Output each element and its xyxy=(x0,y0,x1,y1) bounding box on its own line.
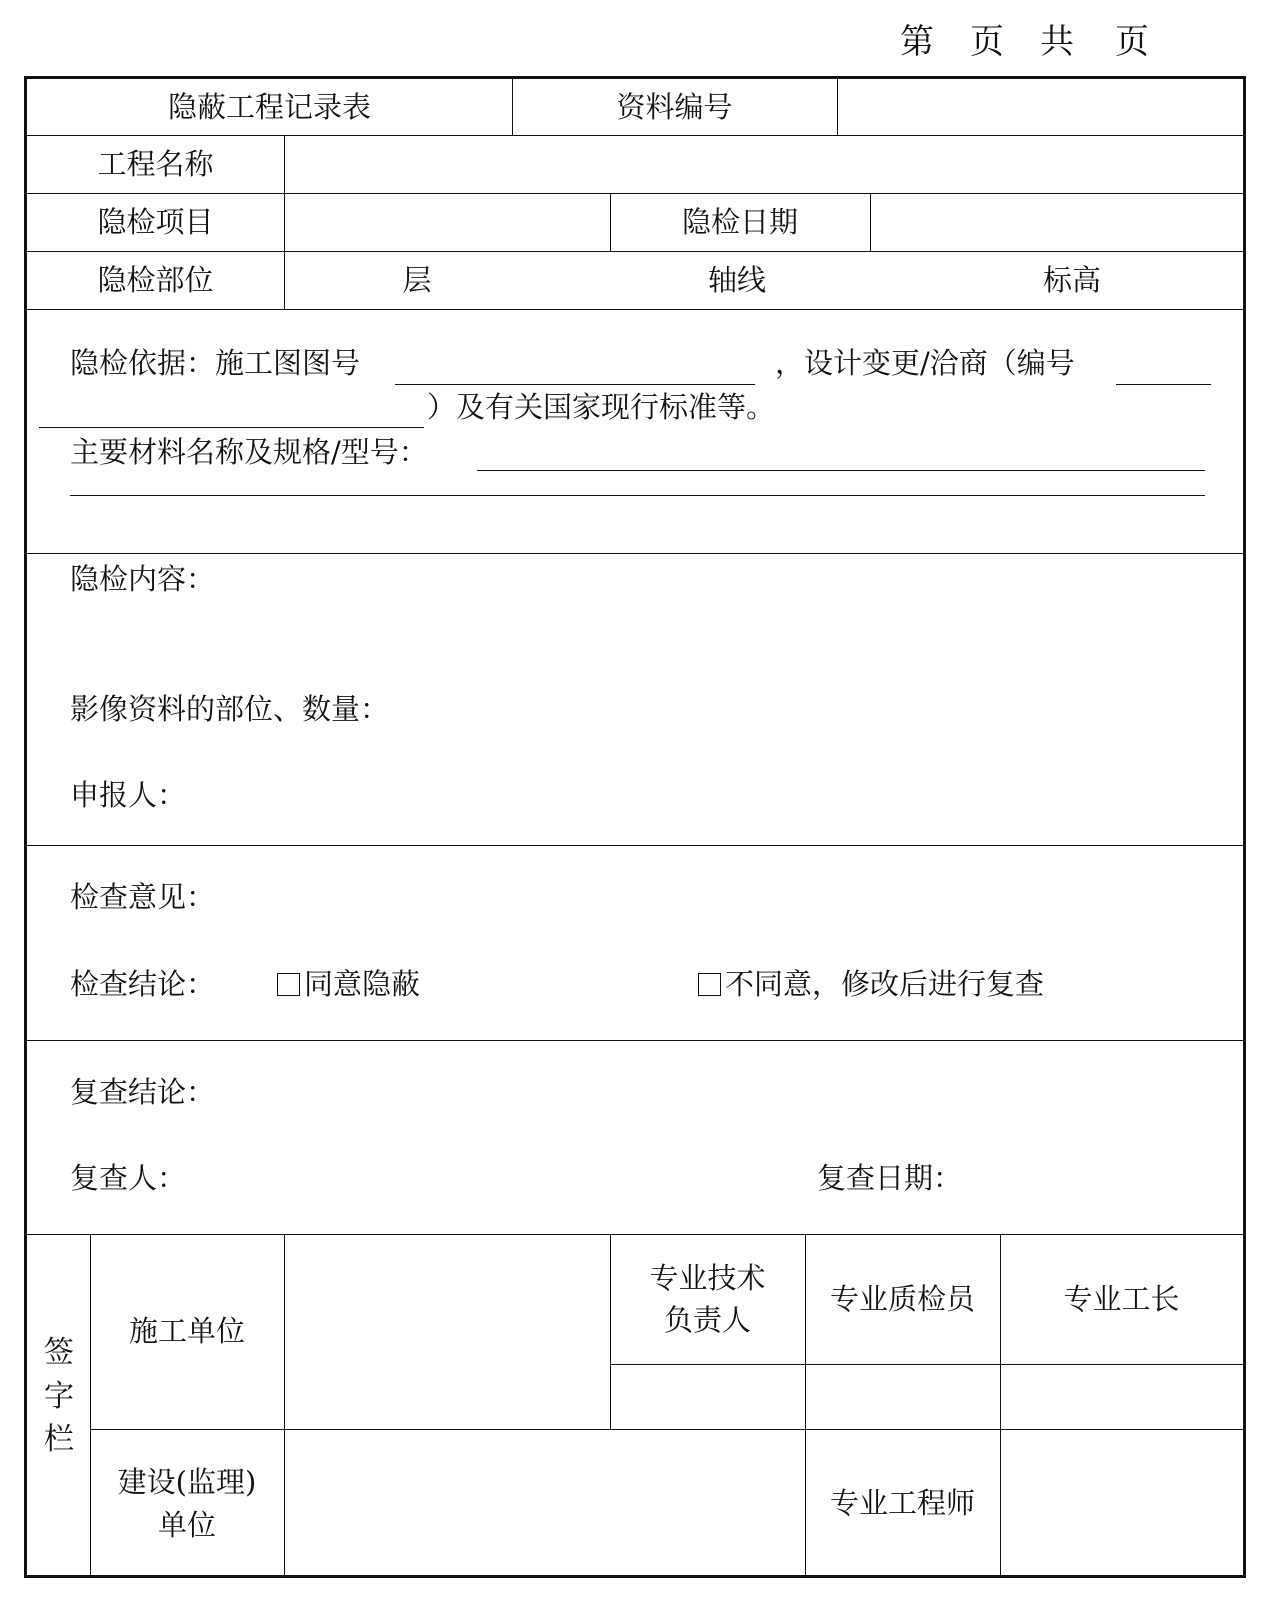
page-ye-total: 页 xyxy=(1115,22,1151,62)
foreman-label: 专业工长 xyxy=(1063,1281,1180,1316)
agree-checkbox[interactable] xyxy=(277,973,300,996)
agree-text: 同意隐蔽 xyxy=(304,967,421,1001)
option-agree[interactable] xyxy=(277,966,420,1004)
sig-char: 字 xyxy=(44,1378,74,1414)
page-ye: 页 xyxy=(970,22,1006,62)
reporter-label: 申报人： xyxy=(70,778,187,812)
inspection-conclusion-label: 检查结论： xyxy=(70,967,216,1001)
image-data-label: 影像资料的部位、数量： xyxy=(70,692,390,726)
reviewer-label: 复查人： xyxy=(70,1161,187,1195)
tech-lead-line: 专业技术 xyxy=(649,1260,766,1295)
disagree-text: 不同意，修改后进行复查 xyxy=(725,967,1045,1001)
inspection-date-field[interactable] xyxy=(870,193,1243,251)
materials-label: 主要材料名称及规格/型号： xyxy=(70,435,428,469)
engineer-label: 专业工程师 xyxy=(829,1486,975,1521)
qc-label: 专业质检员 xyxy=(829,1281,975,1316)
materials-blank[interactable] xyxy=(477,470,1205,471)
axis-label: 轴线 xyxy=(707,262,766,297)
project-name-label: 工程名称 xyxy=(97,146,214,181)
doc-no-label: 资料编号 xyxy=(616,89,733,124)
doc-no-field[interactable] xyxy=(837,79,1243,135)
change-no-blank[interactable] xyxy=(1116,384,1211,385)
tech-lead-sign-field[interactable] xyxy=(610,1364,805,1429)
elevation-label: 标高 xyxy=(1042,262,1101,297)
qc-sign-field[interactable] xyxy=(805,1364,1000,1429)
owner-unit-field[interactable] xyxy=(284,1429,805,1578)
review-date-label: 复查日期： xyxy=(817,1161,963,1195)
inspection-content-label: 隐检内容： xyxy=(70,562,216,596)
tech-lead-label xyxy=(610,1234,805,1364)
option-disagree[interactable] xyxy=(698,966,1044,1004)
owner-unit-label xyxy=(90,1429,284,1578)
inspection-item-label: 隐检项目 xyxy=(97,204,214,239)
signature-section-label xyxy=(39,1331,79,1462)
floor-label: 层 xyxy=(402,262,432,297)
page-number xyxy=(900,14,1200,62)
row-divider xyxy=(27,309,1243,310)
tech-lead-line: 负责人 xyxy=(663,1303,751,1337)
owner-unit-line: 建设(监理) xyxy=(117,1465,257,1500)
page-di: 第 xyxy=(900,22,936,62)
project-name-field[interactable] xyxy=(284,135,1243,193)
basis-standards-text: ）及有关国家现行标准等。 xyxy=(427,390,776,424)
materials-blank-2[interactable] xyxy=(70,495,1205,496)
engineer-sign-field[interactable] xyxy=(1000,1429,1243,1578)
owner-unit-line: 单位 xyxy=(157,1507,216,1542)
disagree-checkbox[interactable] xyxy=(698,973,721,996)
page-gong: 共 xyxy=(1040,22,1076,62)
review-conclusion-label: 复查结论： xyxy=(70,1075,216,1109)
sig-char: 签 xyxy=(44,1335,74,1370)
construction-unit-field[interactable] xyxy=(284,1234,610,1429)
foreman-sign-field[interactable] xyxy=(1000,1364,1243,1429)
design-change-label: ，设计变更/洽商（编号 xyxy=(775,346,1075,380)
row-divider xyxy=(27,845,1243,846)
construction-unit-label: 施工单位 xyxy=(128,1314,245,1349)
inspection-location-label: 隐检部位 xyxy=(97,262,214,297)
drawing-no-blank[interactable] xyxy=(395,384,755,385)
sig-char: 栏 xyxy=(44,1422,74,1457)
form-title: 隐蔽工程记录表 xyxy=(167,89,371,124)
record-form xyxy=(24,76,1246,1578)
inspection-date-label: 隐检日期 xyxy=(681,204,798,239)
change-no-blank-cont[interactable] xyxy=(39,427,424,428)
inspection-opinion-label: 检查意见： xyxy=(70,880,216,914)
row-divider xyxy=(27,553,1243,554)
inspection-item-field[interactable] xyxy=(284,193,610,251)
row-divider xyxy=(27,1040,1243,1041)
basis-drawing-label: 隐检依据：施工图图号 xyxy=(70,346,361,380)
